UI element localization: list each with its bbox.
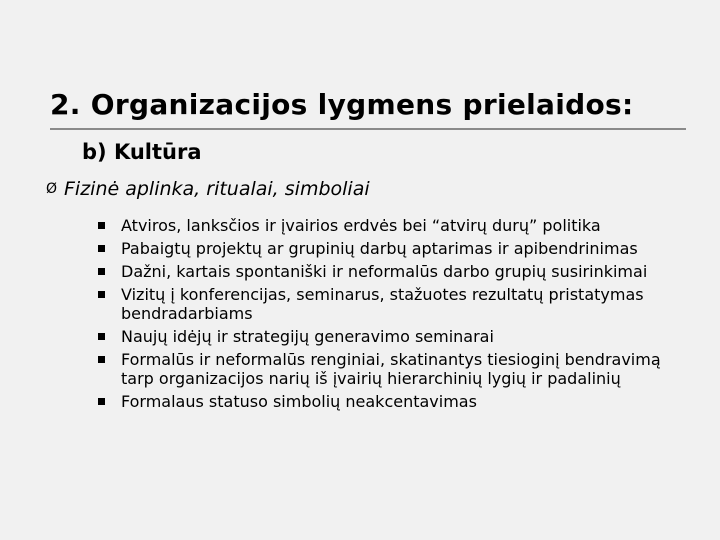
title-divider bbox=[50, 128, 686, 130]
square-bullet-icon bbox=[98, 222, 105, 229]
bullet-item bbox=[96, 350, 696, 388]
bullet-text: Formalūs ir neformalūs renginiai, skatinantys tiesioginį bendravimą tarp organizacijos narių iš įvairių hierarchinių lygių ir padalinių bbox=[121, 350, 661, 388]
bullet-text: Dažni, kartais spontaniški ir neformalūs darbo grupių susirinkimai bbox=[121, 262, 648, 281]
bullet-text: Formalaus statuso simbolių neakcentavimas bbox=[121, 392, 477, 411]
bullet-item bbox=[96, 392, 696, 411]
square-bullet-icon bbox=[98, 291, 105, 298]
square-bullet-icon bbox=[98, 268, 105, 275]
section-heading bbox=[46, 178, 370, 200]
square-bullet-icon bbox=[98, 333, 105, 340]
bullet-text: Pabaigtų projektų ar grupinių darbų aptarimas ir apibendrinimas bbox=[121, 239, 638, 258]
bullet-item bbox=[96, 216, 696, 235]
bullet-item bbox=[96, 285, 696, 323]
square-bullet-icon bbox=[98, 356, 105, 363]
section-heading-text: Fizinė aplinka, ritualai, simboliai bbox=[64, 178, 370, 200]
bullet-item bbox=[96, 327, 696, 346]
square-bullet-icon bbox=[98, 398, 105, 405]
bullet-item bbox=[96, 239, 696, 258]
bullet-text: Atviros, lanksčios ir įvairios erdvės bei “atvirų durų” politika bbox=[121, 216, 601, 235]
bullet-list bbox=[96, 216, 696, 415]
bullet-text: Vizitų į konferencijas, seminarus, stažuotes rezultatų pristatymas bendradarbiams bbox=[121, 285, 644, 323]
arrow-bullet-icon: Ø bbox=[46, 181, 58, 197]
slide-subtitle: b) Kultūra bbox=[82, 140, 202, 164]
bullet-text: Naujų idėjų ir strategijų generavimo seminarai bbox=[121, 327, 494, 346]
bullet-item bbox=[96, 262, 696, 281]
slide-title: 2. Organizacijos lygmens prielaidos: bbox=[50, 88, 634, 121]
square-bullet-icon bbox=[98, 245, 105, 252]
